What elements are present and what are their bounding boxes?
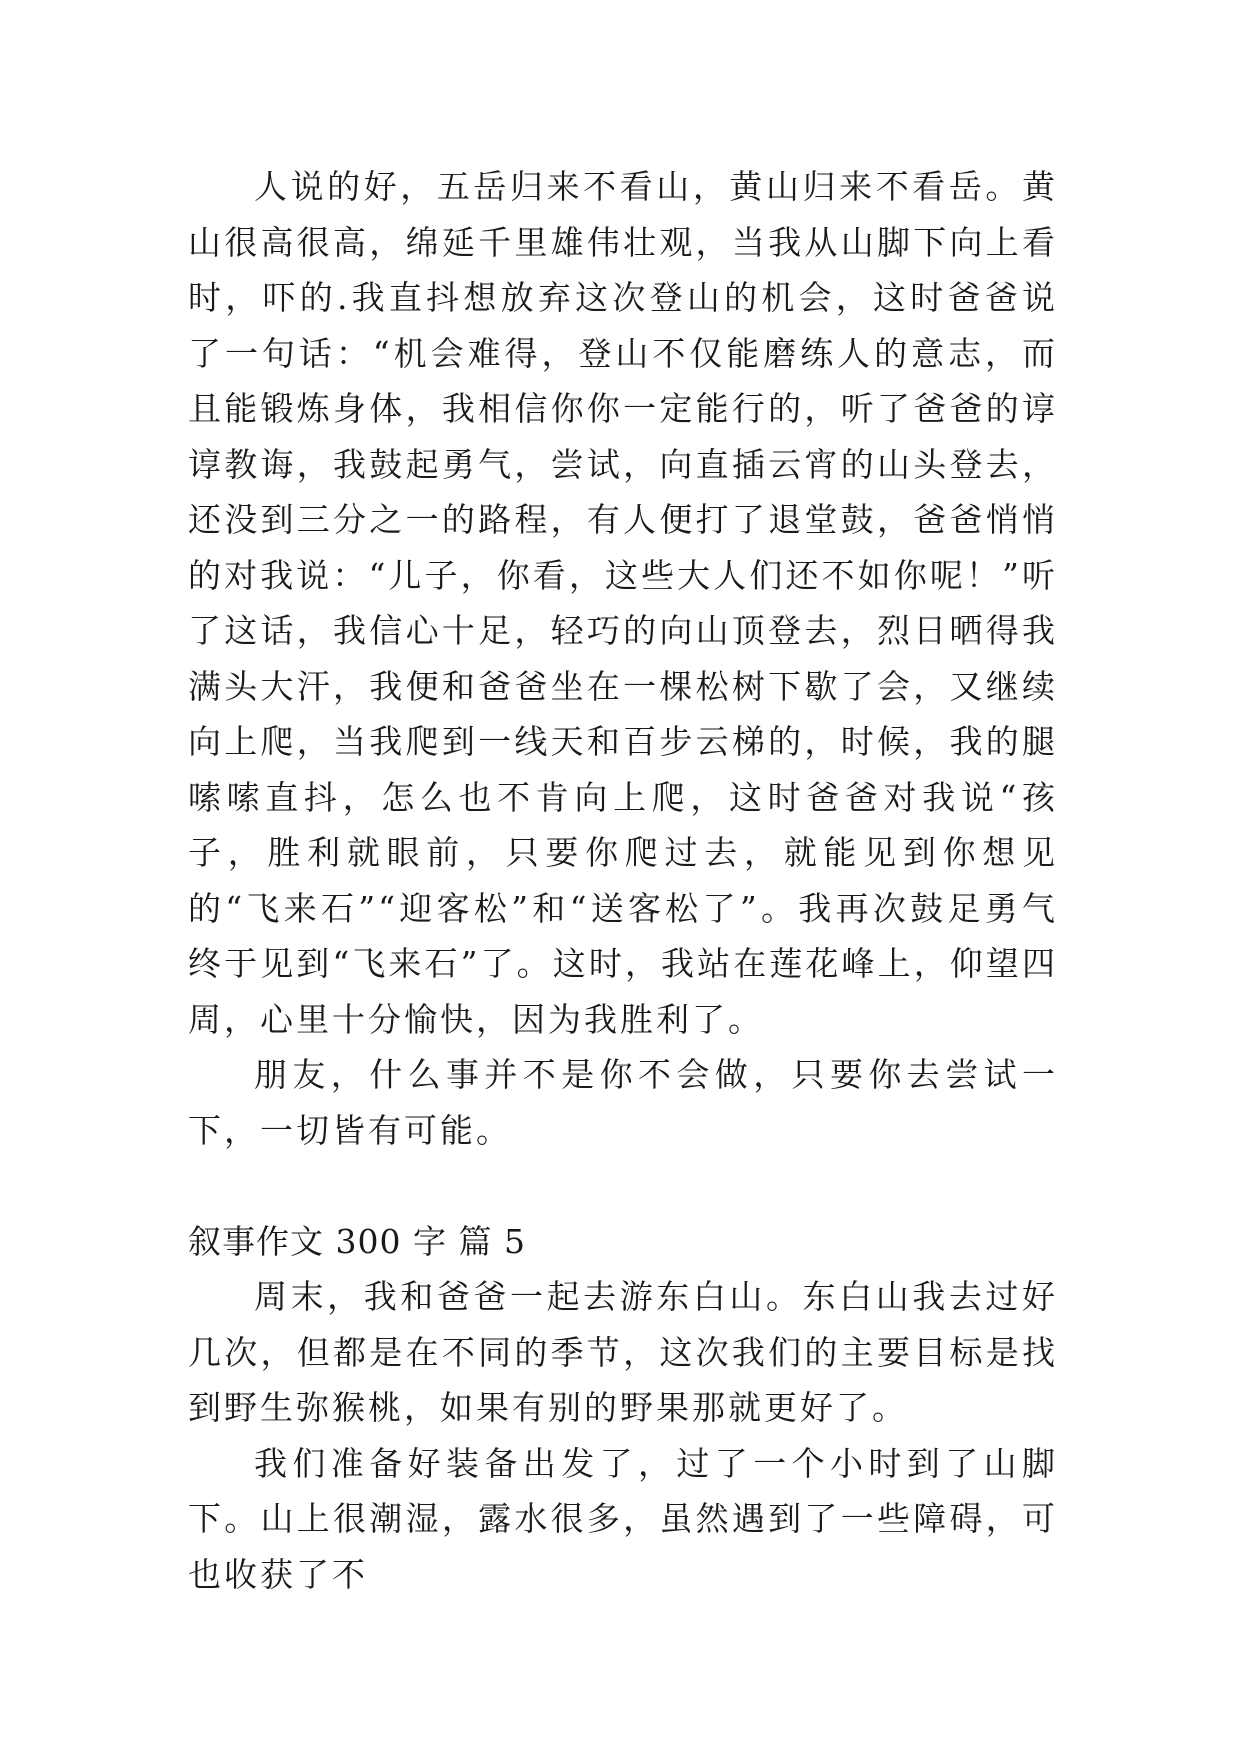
essay-section-2: [188, 1269, 1058, 1602]
essay-section-1: [188, 159, 1058, 1158]
paragraph-huangshan-climb: 人说的好，五岳归来不看山，黄山归来不看岳。黄山很高很高，绵延千里雄伟壮观，当我从山脚下向上看时，吓的.我直抖想放弃这次登山的机会，这时爸爸说了一句话：“机会难得，登山不仅能磨练人的意志，而且能锻炼身体，我相信你你一定能行的，听了爸爸的谆谆教诲，我鼓起勇气，尝试，向直插云宵的山头登去，还没到三分之一的路程，有人便打了退堂鼓，爸爸悄悄的对我说：“儿子，你看，这些大人们还不如你呢！”听了这话，我信心十足，轻巧的向山顶登去，烈日晒得我满头大汗，我便和爸爸坐在一棵松树下歇了会，又继续向上爬，当我爬到一线天和百步云梯的，时候，我的腿嗦嗦直抖，怎么也不肯向上爬，这时爸爸对我说“孩子，胜利就眼前，只要你爬过去，就能见到你想见的“飞来石”“迎客松”和“送客松了”。我再次鼓足勇气终于见到“飞来石”了。这时，我站在莲花峰上，仰望四周，心里十分愉快，因为我胜利了。: [188, 167, 1058, 1039]
essay-heading: 叙事作文 300 字 篇 5: [188, 1222, 526, 1261]
paragraph-conclusion: 朋友，什么事并不是你不会做，只要你去尝试一下，一切皆有可能。: [188, 1055, 1058, 1150]
paragraph-dongbaishan-intro: 周末，我和爸爸一起去游东白山。东白山我去过好几次，但都是在不同的季节，这次我们的主要目标是找到野生弥猴桃，如果有别的野果那就更好了。: [188, 1277, 1058, 1427]
paragraph-departure: 我们准备好装备出发了，过了一个小时到了山脚下。山上很潮湿，露水很多，虽然遇到了一些障碍，可也收获了不: [188, 1443, 1058, 1594]
